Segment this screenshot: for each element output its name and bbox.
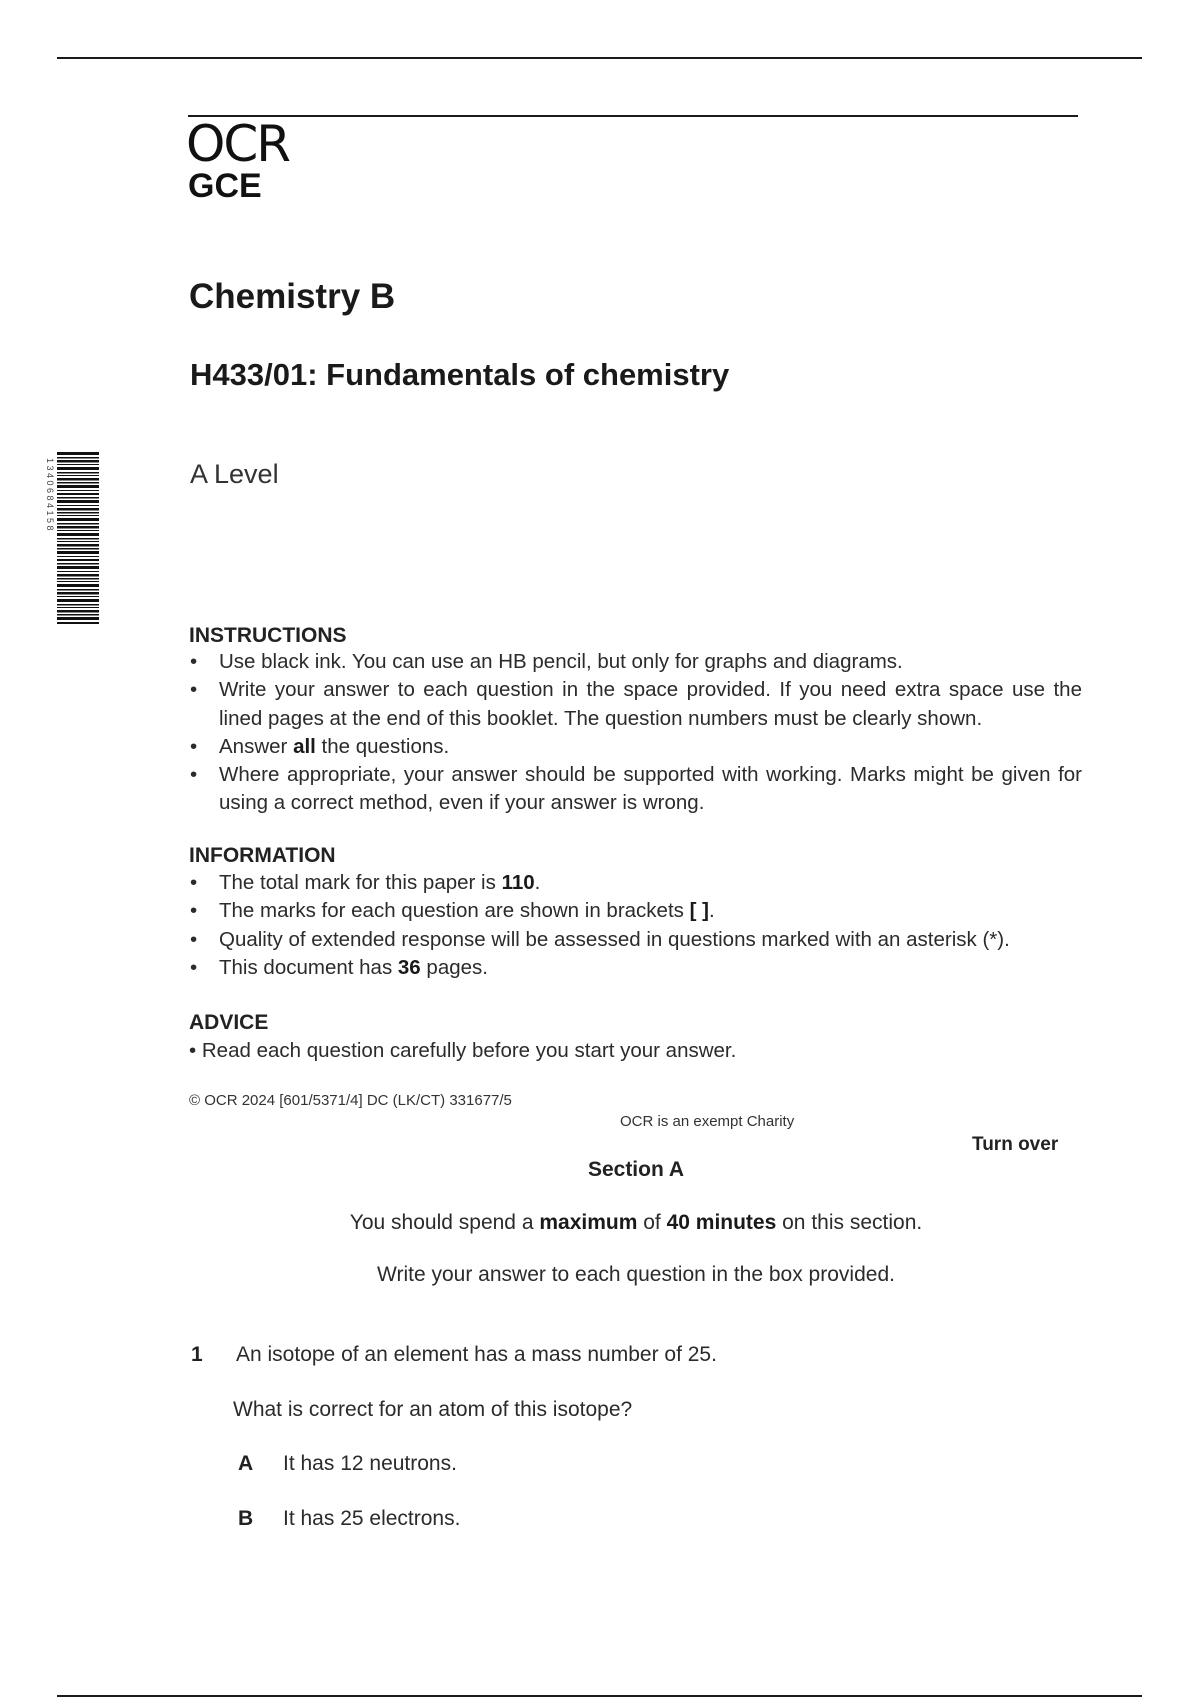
question-number: 1 xyxy=(191,1343,203,1366)
barcode-icon xyxy=(57,452,99,624)
option-letter-b: B xyxy=(238,1507,254,1530)
list-item: • Answer all the questions. xyxy=(189,733,1082,761)
instructions-list xyxy=(189,648,1082,818)
box-instruction: Write your answer to each question in the box provided. xyxy=(377,1263,895,1286)
ocr-logo: OCR xyxy=(186,115,290,173)
question-stem: An isotope of an element has a mass number of 25. xyxy=(236,1343,717,1366)
advice-heading: ADVICE xyxy=(189,1011,269,1034)
option-text-b: It has 25 electrons. xyxy=(283,1507,461,1530)
qualification-label: GCE xyxy=(188,167,262,205)
list-item: • This document has 36 pages. xyxy=(189,954,1082,982)
header-rule xyxy=(188,115,1078,117)
time-instruction: You should spend a maximum of 40 minutes on this section. xyxy=(349,1211,923,1234)
level-label: A Level xyxy=(190,459,279,489)
option-letter-a: A xyxy=(238,1452,254,1475)
list-item: • The total mark for this paper is 110. xyxy=(189,869,1082,897)
copyright-notice: © OCR 2024 [601/5371/4] DC (LK/CT) 331677/5 xyxy=(189,1092,512,1109)
charity-notice: OCR is an exempt Charity xyxy=(620,1113,795,1130)
top-rule xyxy=(57,57,1142,59)
bullet-icon: • xyxy=(190,927,198,951)
list-item: • Quality of extended response will be assessed in questions marked with an asterisk (*). xyxy=(189,926,1082,954)
section-title: Section A xyxy=(587,1158,685,1181)
paper-title: H433/01: Fundamentals of chemistry xyxy=(190,357,730,392)
bullet-icon: • xyxy=(190,650,198,673)
bullet-icon: • xyxy=(190,734,198,758)
list-item: • The marks for each question are shown in brackets [ ]. xyxy=(189,897,1082,925)
bullet-icon: • xyxy=(190,899,198,923)
turn-over-label: Turn over xyxy=(972,1134,1059,1155)
bottom-rule xyxy=(57,1695,1142,1697)
advice-text: • Read each question carefully before you start your answer. xyxy=(189,1039,737,1062)
bullet-icon: • xyxy=(190,871,198,894)
instructions-heading: INSTRUCTIONS xyxy=(189,624,347,647)
option-text-a: It has 12 neutrons. xyxy=(283,1452,457,1475)
question-prompt: What is correct for an atom of this isotope? xyxy=(233,1398,633,1421)
list-item: • Where appropriate, your answer should be supported with working. Marks might be given for using a correct method, even if your answer is wrong. xyxy=(190,763,1082,815)
bullet-icon: • xyxy=(190,955,198,979)
bullet-icon: • xyxy=(190,763,198,787)
list-item: • Use black ink. You can use an HB pencil, but only for graphs and diagrams. xyxy=(189,648,1082,676)
information-list xyxy=(189,869,1082,982)
subject-title: Chemistry B xyxy=(189,277,396,316)
bullet-icon: • xyxy=(190,678,198,702)
barcode-number: 1 3 4 0 6 8 4 1 5 8 xyxy=(45,458,55,531)
information-heading: INFORMATION xyxy=(189,844,336,867)
list-item: • Write your answer to each question in the space provided. If you need extra space use the lined pages at the end of this booklet. The question numbers must be clearly shown. xyxy=(190,678,1082,730)
